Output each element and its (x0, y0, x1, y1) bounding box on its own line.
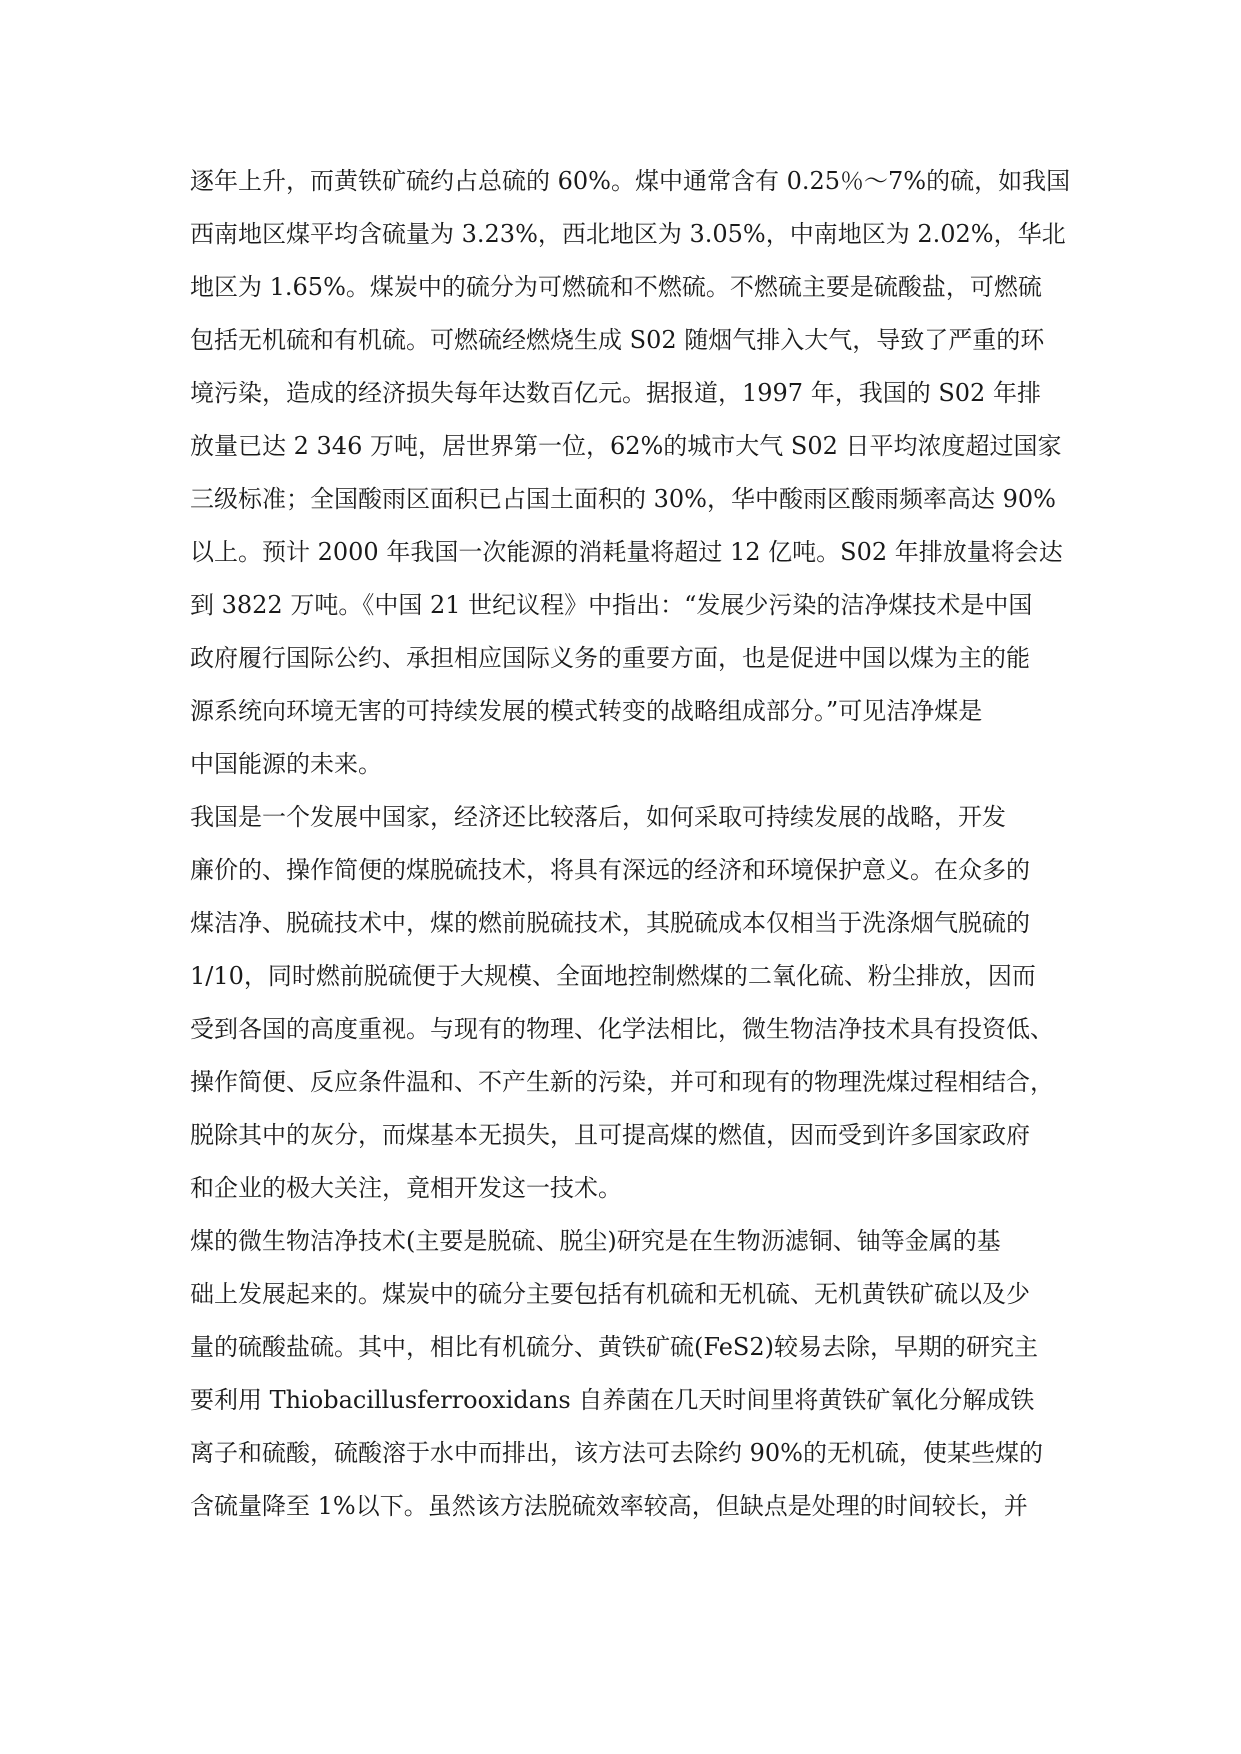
text-line: 中国能源的未来。 (190, 750, 382, 778)
text-line: 包括无机硫和有机硫。可燃硫经燃烧生成 S02 随烟气排入大气，导致了严重的环 (190, 326, 1045, 354)
text-line: 境污染，造成的经济损失每年达数百亿元。据报道，1997 年，我国的 S02 年排 (190, 379, 1041, 407)
text-line: 廉价的、操作简便的煤脱硫技术，将具有深远的经济和环境保护意义。在众多的 (190, 856, 1030, 884)
text-line: 政府履行国际公约、承担相应国际义务的重要方面，也是促进中国以煤为主的能 (190, 644, 1030, 672)
text-line: 煤的微生物洁净技术(主要是脱硫、脱尘)研究是在生物沥滤铜、铀等金属的基 (190, 1227, 1001, 1255)
text-line: 量的硫酸盐硫。其中，相比有机硫分、黄铁矿硫(FeS2)较易去除，早期的研究主 (190, 1333, 1038, 1361)
text-line: 到 3822 万吨。《中国 21 世纪议程》中指出：“发展少污染的洁净煤技术是中国 (190, 591, 1033, 619)
text-line: 受到各国的高度重视。与现有的物理、化学法相比，微生物洁净技术具有投资低、 (190, 1015, 1054, 1043)
text-line: 逐年上升，而黄铁矿硫约占总硫的 60%。煤中通常含有 0.25％～7%的硫，如我国 (190, 167, 1071, 195)
text-line: 1/10，同时燃前脱硫便于大规模、全面地控制燃煤的二氧化硫、粉尘排放，因而 (190, 962, 1036, 990)
text-line: 础上发展起来的。煤炭中的硫分主要包括有机硫和无机硫、无机黄铁矿硫以及少 (190, 1280, 1030, 1308)
text-line: 地区为 1.65%。煤炭中的硫分为可燃硫和不燃硫。不燃硫主要是硫酸盐，可燃硫 (190, 273, 1042, 301)
text-line: 煤洁净、脱硫技术中，煤的燃前脱硫技术，其脱硫成本仅相当于洗涤烟气脱硫的 (190, 909, 1030, 937)
text-line: 要利用 Thiobacillusferrooxidans 自养菌在几天时间里将黄铁矿氧化分解成铁 (190, 1386, 1035, 1414)
text-line: 源系统向环境无害的可持续发展的模式转变的战略组成部分。”可见洁净煤是 (190, 697, 983, 725)
text-line: 和企业的极大关注，竟相开发这一技术。 (190, 1174, 622, 1202)
text-line: 脱除其中的灰分，而煤基本无损失，且可提高煤的燃值，因而受到许多国家政府 (190, 1121, 1030, 1149)
text-line: 以上。预计 2000 年我国一次能源的消耗量将超过 12 亿吨。S02 年排放量将会达 (190, 538, 1063, 566)
text-line: 三级标准；全国酸雨区面积已占国土面积的 30%，华中酸雨区酸雨频率高达 90% (190, 485, 1056, 513)
text-line: 离子和硫酸，硫酸溶于水中而排出，该方法可去除约 90%的无机硫，使某些煤的 (190, 1439, 1043, 1467)
text-line: 放量已达 2 346 万吨，居世界第一位，62%的城市大气 S02 日平均浓度超过国家 (190, 432, 1062, 460)
text-line: 西南地区煤平均含硫量为 3.23%，西北地区为 3.05%，中南地区为 2.02%，华北 (190, 220, 1066, 248)
text-line: 含硫量降至 1%以下。虽然该方法脱硫效率较高，但缺点是处理的时间较长，并 (190, 1492, 1028, 1520)
text-line: 我国是一个发展中国家，经济还比较落后，如何采取可持续发展的战略，开发 (190, 803, 1006, 831)
body-text (190, 155, 1071, 1533)
text-line: 操作简便、反应条件温和、不产生新的污染，并可和现有的物理洗煤过程相结合， (190, 1068, 1054, 1096)
